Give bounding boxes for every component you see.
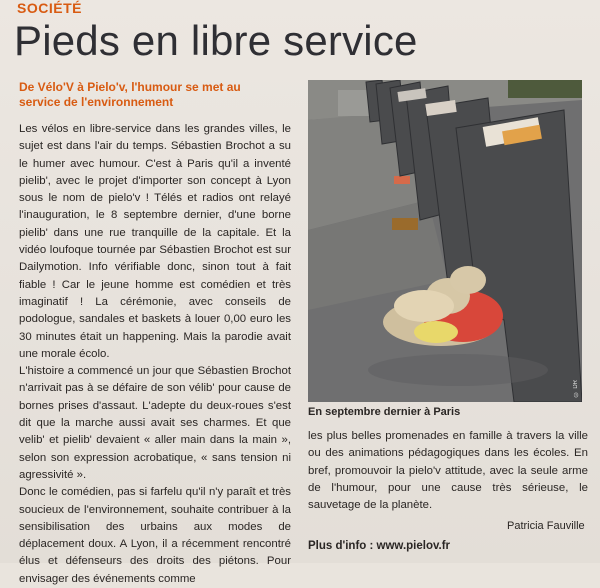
- article-headline: Pieds en libre service: [14, 17, 418, 64]
- more-info-link[interactable]: Plus d'info : www.pielov.fr: [308, 540, 451, 552]
- body-paragraph: L'histoire a commencé un jour que Sébastien Brochot n'arrivait pas à se défaire de son vélib' pour cause de bornes prises d'assaut. L'adepte du deux-roues s'est dit que la marche aussi avait ses charmes. Et que velib' et pielib' devaient « aller main dans la main », selon son expression acrobatique, « sans tension ni agressivité ».: [19, 365, 291, 481]
- body-paragraph: Donc le comédien, pas si farfelu qu'il n'y paraît et très soucieux de l'environnement, souhaite contribuer à la sensibilisation des urbains aux modes de déplacement doux. A Lyon, il a récemment rencontré élus et défenseurs des droits des piétons. Pour envisager des événements comme: [19, 486, 291, 585]
- photo-caption: En septembre dernier à Paris: [308, 406, 461, 418]
- article-photo: [308, 80, 582, 402]
- article-deck: De Vélo'V à Pielo'v, l'humour se met au service de l'environnement: [19, 80, 241, 109]
- article-body-left: [19, 121, 291, 588]
- photo-illustration: [308, 80, 582, 402]
- author-signature: Patricia Fauville: [507, 520, 585, 532]
- body-paragraph: Les vélos en libre-service dans les grandes villes, le sujet est dans l'air du temps. Sébastien Brochot a su le humer avec humour. C'est à Paris qu'il a inventé pielib', avec le projet d'importer son concept à Lyon sous le nom de pielo'v ! Télés et radios ont relayé l'inauguration, le 8 septembre dernier, d'une borne pielib' dans une rue tranquille de la capitale. Et la vidéo loufoque tournée par Sébastien Brochot est sur Dailymotion. Info vérifiable donc, sinon tout à fait fiable ! Car le jeune homme est comédien et très imaginatif ! La cérémonie, avec conseils de podologue, sandales et baskets à louer 0,00 euro les 30 minutes était un happening. Mais la parodie avait une morale écolo.: [19, 123, 291, 360]
- section-rubric: SOCIÉTÉ: [17, 0, 82, 16]
- article-body-right: les plus belles promenades en famille à travers la ville ou des animations pédagogiques dans les écoles. En bref, promouvoir la pielo'v attitude, avec la seule arme de l'humour, pour une cause très sérieuse, le sauvetage de la planète.: [308, 430, 588, 512]
- photo-credit: © DR: [573, 379, 579, 396]
